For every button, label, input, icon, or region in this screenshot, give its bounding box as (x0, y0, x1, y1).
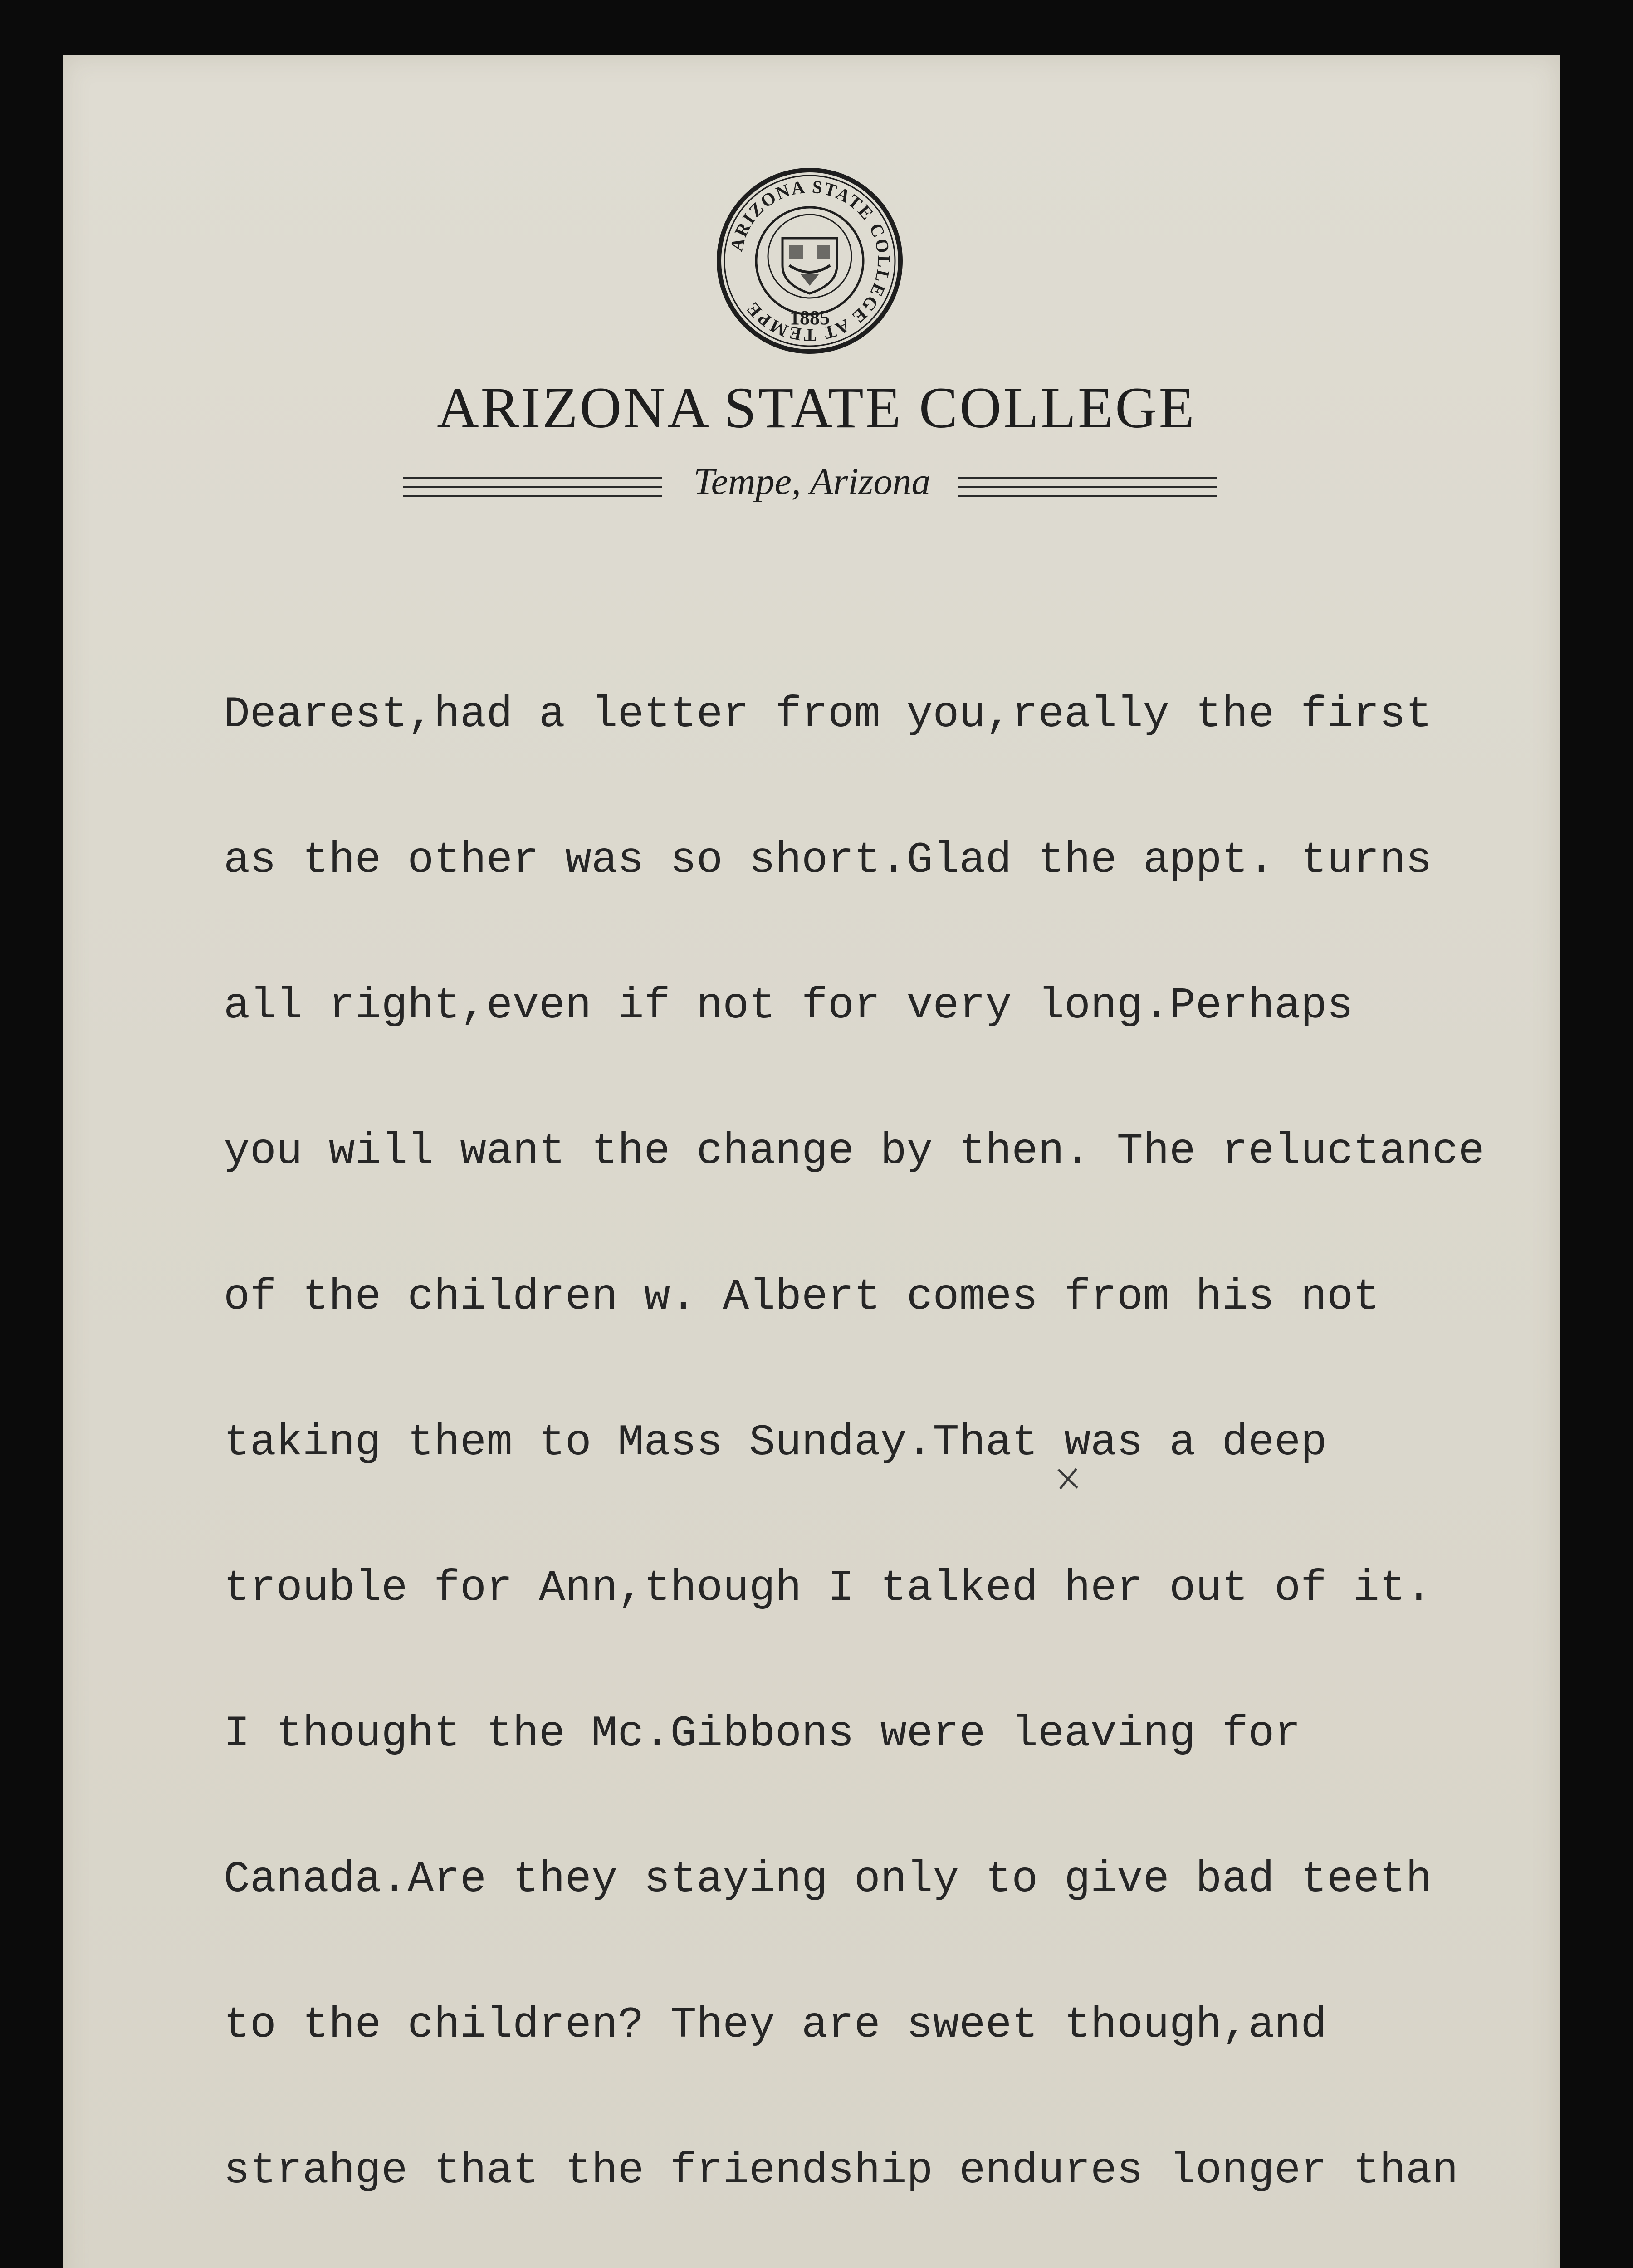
letterhead-rule-left (403, 477, 662, 509)
letter-line: as the other was so short.Glad the appt. turns (224, 836, 1432, 885)
letter-line: strahge that the friendship endures longer than (224, 2146, 1458, 2195)
seal-ring-text: ARIZONA STATE COLLEGE AT TEMPE (726, 176, 895, 346)
pencil-x-mark (1055, 1465, 1082, 1492)
letter-line: Canada.Are they staying only to give bad teeth (224, 1855, 1432, 1904)
letter-line: I thought the Mc.Gibbons were leaving for (224, 1709, 1301, 1759)
letter-line: of the children w. Albert comes from his not (224, 1272, 1380, 1322)
letter-line: all right,even if not for very long.Perhaps (224, 981, 1354, 1031)
letter-line: to the children? They are sweet though,and (224, 2000, 1327, 2050)
letter-line: Dearest,had a letter from you,really the first (224, 690, 1432, 739)
letter-body (224, 593, 1539, 2268)
seal-year: 1885 (790, 307, 830, 329)
institution-name: ARIZONA STATE COLLEGE (437, 376, 1196, 440)
letter-line: you will want the change by then. The reluctance (224, 1127, 1485, 1176)
institution-location: Tempe, Arizona (693, 460, 931, 503)
college-seal-icon (714, 166, 905, 356)
letter-line: trouble for Ann,though I talked her out of it. (224, 1564, 1432, 1613)
letter-line: taking them to Mass Sunday.That was a deep (224, 1418, 1327, 1467)
letterhead-rule-right (958, 477, 1217, 509)
